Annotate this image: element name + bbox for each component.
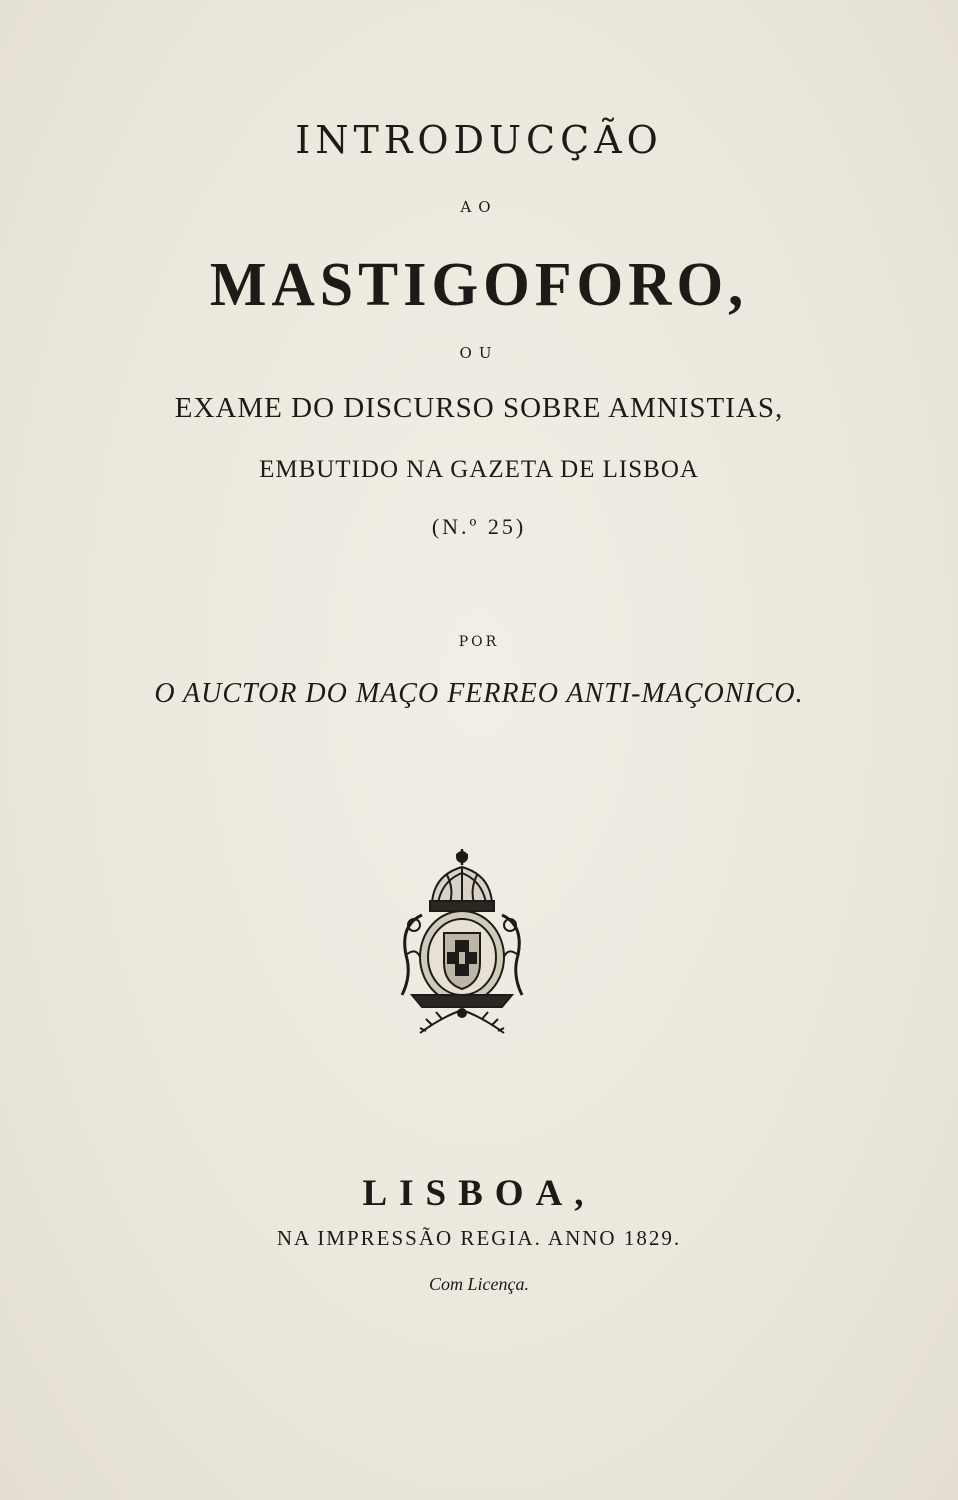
imprint-place: LISBOA, <box>362 1173 596 1214</box>
issue-number: (N.º 25) <box>431 514 527 539</box>
subtitle-line-2: EMBUTIDO NA GAZETA DE LISBOA <box>259 456 699 483</box>
main-title: MASTIGOFORO, <box>209 249 749 319</box>
imprint-license: Com Licença. <box>429 1274 529 1294</box>
title-line-ao: AO <box>460 198 498 216</box>
title-line-ou: OU <box>459 344 499 362</box>
royal-coat-of-arms-icon <box>392 845 532 1045</box>
imprint-printer: NA IMPRESSÃO REGIA. ANNO 1829. <box>276 1226 682 1250</box>
subtitle-line-1: EXAME DO DISCURSO SOBRE AMNISTIAS, <box>174 392 784 424</box>
author-line: O AUCTOR DO MAÇO FERREO ANTI-MAÇONICO. <box>154 678 804 709</box>
title-line-introduccao: INTRODUCÇÃO <box>295 118 663 162</box>
by-line: POR <box>458 634 500 650</box>
